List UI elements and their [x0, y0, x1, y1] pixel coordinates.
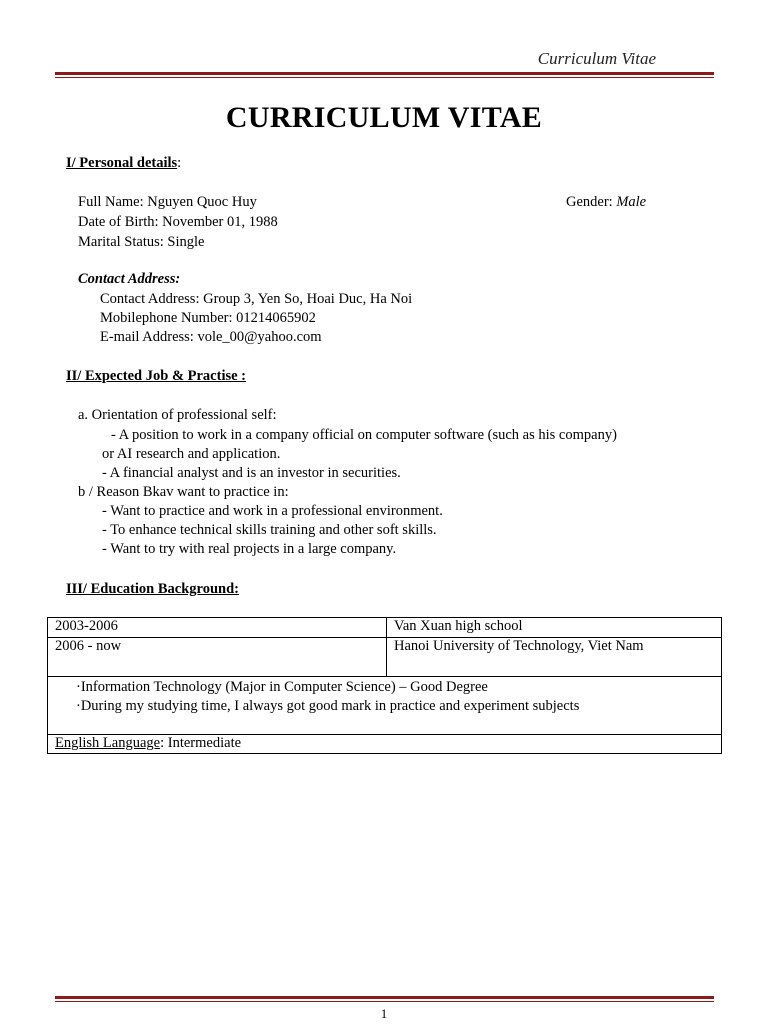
orientation-item-1-line-2: or AI research and application. [102, 446, 281, 462]
contact-address-line: Contact Address: Group 3, Yen So, Hoai Duc, Ha Noi [100, 291, 413, 307]
contact-heading: Contact Address: [78, 271, 181, 287]
full-name-value: Nguyen Quoc Huy [147, 194, 257, 210]
header-rule [55, 72, 714, 78]
orientation-item-2: - A financial analyst and is an investor in securities. [102, 465, 401, 481]
section-job-heading: II/ Expected Job & Practise : [66, 368, 247, 384]
gender-line: Gender: Male [566, 194, 647, 210]
table-row [48, 735, 722, 754]
email-line: E-mail Address: vole_00@yahoo.com [100, 329, 322, 345]
school-cell: Van Xuan high school [387, 618, 722, 638]
orientation-item-1-line-1: - A position to work in a company official on computer software (such as his company) [111, 427, 617, 443]
mobile-line: Mobilephone Number: 01214065902 [100, 310, 316, 326]
english-cell [48, 735, 722, 754]
document-title: CURRICULUM VITAE [225, 101, 543, 134]
english-level: : Intermediate [160, 735, 242, 751]
orientation-label: a. Orientation of professional self: [78, 407, 277, 423]
table-row [48, 618, 722, 638]
footer-rule [55, 996, 714, 1002]
period-cell: 2003-2006 [48, 618, 387, 638]
reason-item-1: - Want to practice and work in a professional environment. [102, 503, 443, 519]
page-number: 1 [380, 1006, 388, 1021]
section-education-heading: III/ Education Background: [66, 581, 239, 597]
school-cell: Hanoi University of Technology, Viet Nam [387, 638, 722, 677]
degree-detail-item: ·During my studying time, I always got good mark in practice and experiment subjects [76, 698, 580, 714]
education-table [47, 617, 722, 754]
reason-item-2: - To enhance technical skills training and other soft skills. [102, 522, 437, 538]
reason-item-3: - Want to try with real projects in a large company. [102, 541, 397, 557]
marital-line: Marital Status: Single [78, 234, 205, 250]
degree-detail-item: ·Information Technology (Major in Computer Science) – Good Degree [76, 679, 488, 695]
table-row [48, 677, 722, 735]
section-personal-heading: I/ Personal details: [66, 155, 182, 171]
table-row [48, 638, 722, 677]
english-label: English Language [55, 735, 161, 751]
full-name-line: Full Name: Nguyen Quoc Huy [78, 194, 257, 210]
dob-line: Date of Birth: November 01, 1988 [78, 214, 278, 230]
gender-value: Male [616, 194, 647, 210]
running-header-title: Curriculum Vitae [537, 49, 656, 68]
period-cell: 2006 - now [48, 638, 387, 677]
reason-label: b / Reason Bkav want to practice in: [78, 484, 289, 500]
degree-details-cell [48, 677, 722, 735]
